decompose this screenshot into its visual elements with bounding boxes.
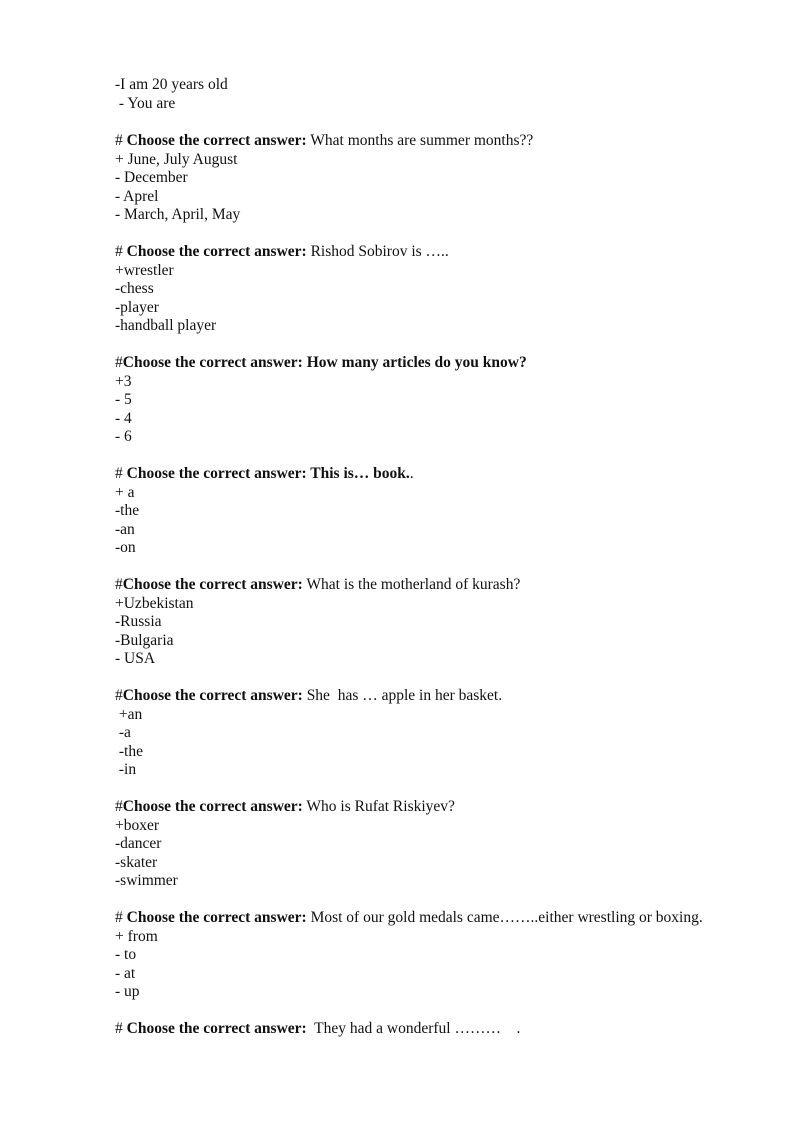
- question-text: Most of our gold medals came……..either wrestling or boxing.: [306, 909, 703, 926]
- question-marker: #: [115, 354, 123, 371]
- question-text: This is… book.: [306, 465, 410, 482]
- answer-option: +wrestler: [115, 262, 174, 279]
- answer-option: +3: [115, 373, 132, 390]
- question-text: She has … apple in her basket.: [302, 687, 503, 704]
- question-label: Choose the correct answer:: [126, 243, 307, 260]
- question-label: Choose the correct answer:: [122, 798, 303, 815]
- question-text: Rishod Sobirov is …..: [306, 243, 449, 260]
- answer-option: -in: [115, 761, 137, 778]
- question-label: Choose the correct answer:: [126, 132, 307, 149]
- answer-option: - March, April, May: [115, 206, 241, 223]
- question-label: Choose the correct answer:: [126, 1020, 307, 1037]
- question-line: [115, 576, 520, 594]
- answer-option: - at: [115, 965, 136, 982]
- intro-line: -I am 20 years old: [115, 76, 228, 93]
- answer-option: -Bulgaria: [115, 632, 174, 649]
- answer-option: +Uzbekistan: [115, 595, 194, 612]
- answer-option: - December: [115, 169, 188, 186]
- question-marker: #: [115, 465, 127, 482]
- answer-option: - up: [115, 983, 140, 1000]
- question-text: What months are summer months??: [306, 132, 534, 149]
- answer-option: -skater: [115, 854, 158, 871]
- answer-option: - 4: [115, 410, 132, 427]
- answer-option: -handball player: [115, 317, 217, 334]
- question-marker: #: [115, 909, 127, 926]
- question-line: [115, 909, 703, 927]
- question-line: [115, 465, 414, 483]
- question-line: [115, 1020, 520, 1038]
- answer-option: -the: [115, 743, 143, 760]
- question-label: Choose the correct answer:: [122, 687, 303, 704]
- answer-option: - to: [115, 946, 137, 963]
- question-line: [115, 687, 502, 705]
- question-label: Choose the correct answer:: [122, 576, 303, 593]
- answer-option: -the: [115, 502, 140, 519]
- question-text: What is the motherland of kurash?: [302, 576, 521, 593]
- answer-option: + a: [115, 484, 135, 501]
- answer-option: + June, July August: [115, 151, 238, 168]
- question-line: [115, 354, 527, 372]
- question-marker: #: [115, 1020, 127, 1037]
- question-text-tail: .: [409, 465, 414, 482]
- question-marker: #: [115, 243, 127, 260]
- question-text: They had a wonderful ……… .: [306, 1020, 521, 1037]
- question-label: Choose the correct answer:: [126, 465, 307, 482]
- answer-option: - USA: [115, 650, 156, 667]
- question-line: [115, 798, 455, 816]
- answer-option: + from: [115, 928, 158, 945]
- answer-option: +an: [115, 706, 143, 723]
- question-line: [115, 132, 533, 150]
- question-marker: #: [115, 576, 123, 593]
- question-label: Choose the correct answer:: [122, 354, 303, 371]
- answer-option: -dancer: [115, 835, 162, 852]
- answer-option: - 5: [115, 391, 132, 408]
- answer-option: -on: [115, 539, 136, 556]
- intro-line: - You are: [115, 95, 176, 112]
- question-line: [115, 243, 449, 261]
- answer-option: -Russia: [115, 613, 162, 630]
- question-text: Who is Rufat Riskiyev?: [302, 798, 455, 815]
- question-text: How many articles do you know?: [302, 354, 527, 371]
- question-marker: #: [115, 687, 123, 704]
- answer-option: -player: [115, 299, 159, 316]
- question-marker: #: [115, 798, 123, 815]
- answer-option: - 6: [115, 428, 132, 445]
- answer-option: +boxer: [115, 817, 160, 834]
- answer-option: -swimmer: [115, 872, 178, 889]
- question-label: Choose the correct answer:: [126, 909, 307, 926]
- answer-option: - Aprel: [115, 188, 159, 205]
- answer-option: -a: [115, 724, 131, 741]
- question-marker: #: [115, 132, 127, 149]
- answer-option: -chess: [115, 280, 154, 297]
- answer-option: -an: [115, 521, 135, 538]
